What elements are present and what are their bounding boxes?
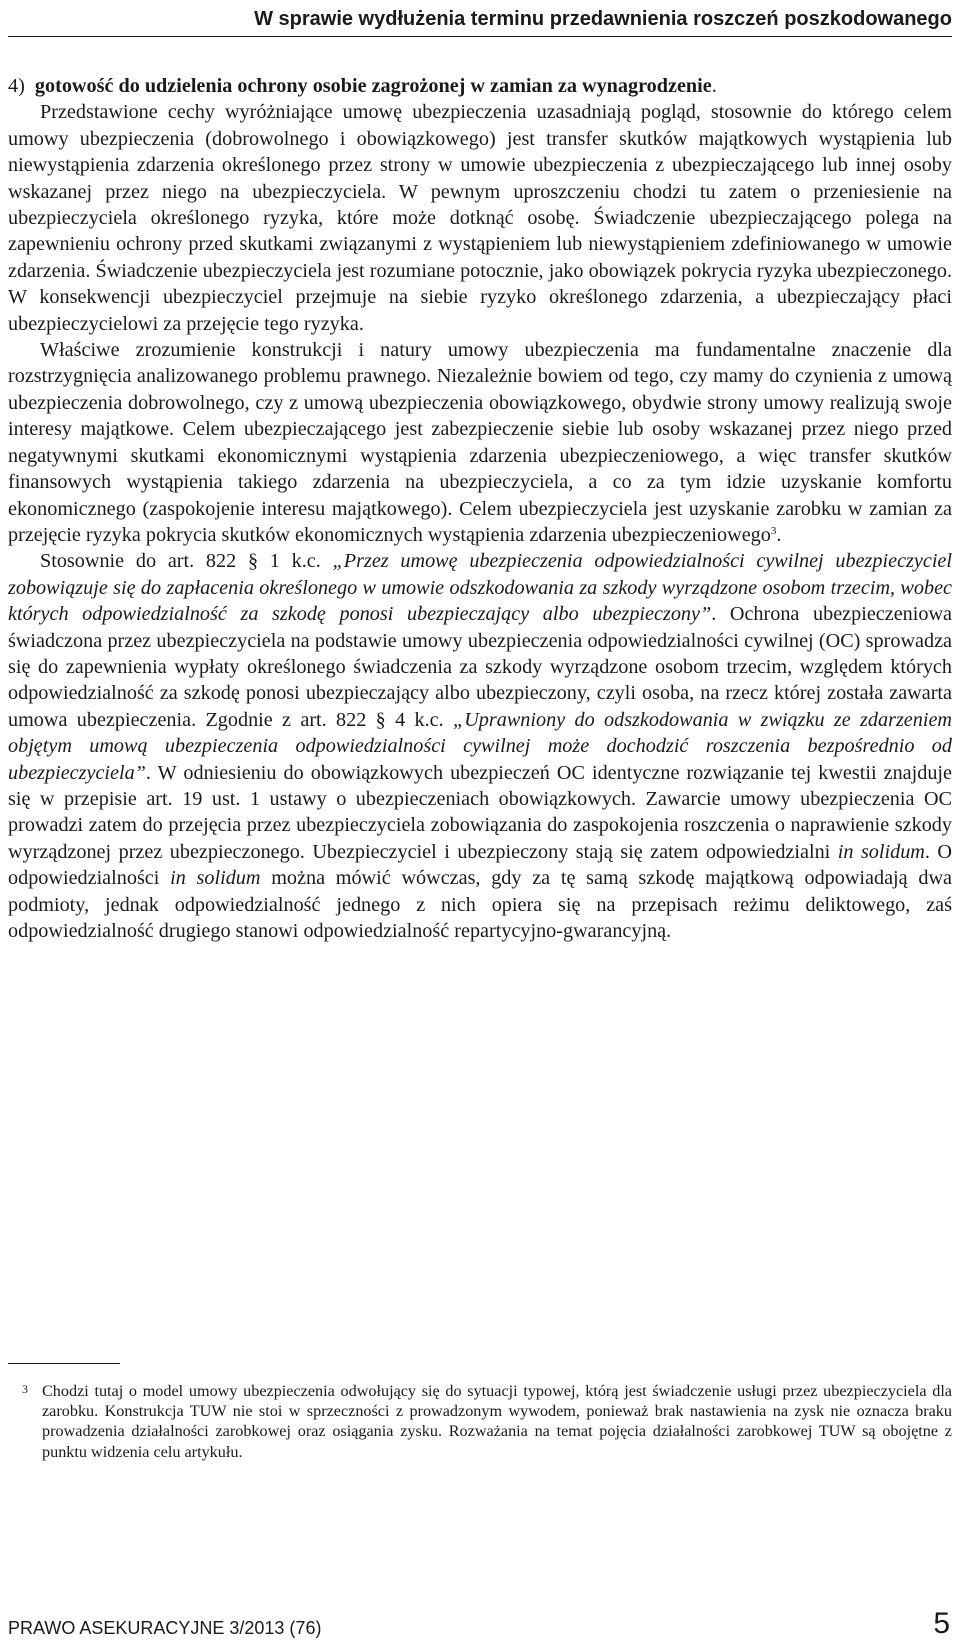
article-body	[8, 73, 952, 944]
quote-art-822-1: „Przez umowę ubezpieczenia odpowiedzialności cywilnej ubezpieczyciel zobowiązuje się do zapłacenia określonego w umowie odszkodowania za szkody wyrządzone osobom trzecim, wobec których odpowiedzialność za szkodę ponosi ubezpieczający albo ubezpieczony”	[8, 550, 952, 626]
paragraph-1: Przedstawione cechy wyróżniające umowę ubezpieczenia uzasadniają pogląd, stosownie do którego celem umowy ubezpieczenia (dobrowolnego i obowiązkowego) jest transfer skutków majątkowych wystąpienia lub niewystąpienia zdarzenia określonego przez strony w umowie ubezpieczenia z ubezpieczającego lub innej osoby wskazanej przez niego na ubezpieczyciela. W pewnym uproszczeniu chodzi tu zatem o przeniesienie na ubezpieczyciela określonego ryzyka, które może dotknąć osobę. Świadczenie ubezpieczającego polega na zapewnieniu ochrony przed skutkami związanymi z wystąpieniem lub niewystąpieniem zdefiniowanego w umowie zdarzenia. Świadczenie ubezpieczyciela jest rozumiane potocznie, jako obowiązek pokrycia ryzyka ubezpieczonego. W konsekwencji ubezpieczyciel przejmuje na siebie ryzyko określonego zdarzenia, a ubezpieczający płaci ubezpieczycielowi za przejęcie tego ryzyka.	[8, 101, 952, 335]
footnote	[8, 1381, 952, 1462]
paragraph-3-part-5: można mówić wówczas, gdy za tę samą szkodę majątkową odpowiadają dwa podmioty, jednak odpowiedzialność jednego z nich opiera się na przepisach reżimu deliktowego, zaś odpowiedzialność drugiego stanowi odpowiedzialność repartycyjno-gwarancyjną.	[8, 867, 952, 942]
enumeration-text: gotowość do udzielenia ochrony osobie zagrożonej w zamian za wynagrodzenie	[34, 75, 712, 97]
footnote-separator	[8, 1363, 120, 1364]
running-head: W sprawie wydłużenia terminu przedawnienia roszczeń poszkodowanego	[8, 2, 952, 37]
enumeration-item	[8, 73, 952, 99]
footer-journal-title: PRAWO ASEKURACYJNE 3/2013 (76)	[8, 1618, 322, 1638]
paragraph-3-part-1: Stosownie do art. 822 § 1 k.c.	[40, 550, 333, 573]
paragraph-2	[8, 337, 952, 548]
page-number: 5	[933, 1607, 950, 1640]
enumeration-number: 4)	[8, 75, 25, 97]
paragraph-2-text: Właściwe zrozumienie konstrukcji i natury umowy ubezpieczenia ma fundamentalne znaczenie dla rozstrzygnięcia analizowanego problemu prawnego. Niezależnie bowiem od tego, czy mamy do czynienia z umową ubezpieczenia dobrowolnego, czy z umową ubezpieczenia obowiązkowego, obydwie strony umowy realizują swoje interesy majątkowe. Celem ubezpieczającego jest zabezpieczenie siebie lub osoby wskazanej przez niego przed negatywnymi skutkami ekonomicznymi wystąpienia zdarzenia ubezpieczeniowego, a więc transfer skutków finansowych wystąpienia takiego zdarzenia na ubezpieczyciela, a co za tym idzie uzyskanie komfortu ekonomicznego (zaspokojenie interesu majątkowego). Celem ubezpieczyciela jest uzyskanie zarobku w zamian za przejęcie ryzyka pokrycia skutków ekonomicznych wystąpienia zdarzenia ubezpieczeniowego	[8, 339, 952, 546]
enumeration-end: .	[711, 75, 717, 97]
paragraph-3	[8, 548, 952, 944]
term-in-solidum-2: in solidum	[170, 867, 261, 890]
term-in-solidum-1: in solidum	[837, 840, 925, 863]
paragraph-3-part-3: . W odniesieniu do obowiązkowych ubezpieczeń OC identyczne rozwiązanie tej kwestii znajduje się w przepisie art. 19 ust. 1 ustawy o ubezpieczeniach obowiązkowych. Zawarcie umowy ubezpieczenia OC prowadzi zatem do przejęcia przez ubezpieczyciela zobowiązania do zaspokojenia roszczenia o naprawienie szkody wyrządzonej przez ubezpieczonego. Ubezpieczyciel i ubezpieczony stają się zatem odpowiedzialni	[8, 761, 952, 863]
paragraph-3-part-2: . Ochrona ubezpieczeniowa świadczona przez ubezpieczyciela na podstawie umowy ubezpieczenia odpowiedzialności cywilnej (OC) sprowadza się do zapewnienia wypłaty określonego świadczenia za szkody wyrządzone osobom trzecim, względem których odpowiedzialność za szkodę ponosi ubezpieczający albo ubezpieczony, czyli osoba, na rzecz której została zawarta umowa ubezpieczenia. Zgodnie z art. 822 § 4 k.c.	[8, 603, 953, 731]
footnote-reference[interactable]: 3	[770, 524, 777, 537]
footnote-text: Chodzi tutaj o model umowy ubezpieczenia odwołujący się do sytuacji typowej, którą jest świadczenie usługi przez ubezpieczyciela dla zarobku. Konstrukcja TUW nie stoi w sprzeczności z prowadzonym wywodem, ponieważ brak nastawienia na zysk nie oznacza braku prowadzenia działalności zarobkowej oraz osiągania zysku. Rozważania na temat pojęcia działalności zarobkowej TUW są obojętne z punktu widzenia celu artykułu.	[42, 1382, 952, 1461]
footnote-number: 3	[22, 1382, 28, 1396]
paragraph-3-part-4: . O odpowiedzialności	[8, 840, 952, 890]
paragraph-2-end: .	[776, 523, 782, 546]
quote-art-822-4: „Uprawniony do odszkodowania w związku ze zdarzeniem objętym umową ubezpieczenia odpowiedzialności cywilnej może dochodzić roszczenia bezpośrednio od ubezpieczyciela”	[8, 708, 952, 784]
